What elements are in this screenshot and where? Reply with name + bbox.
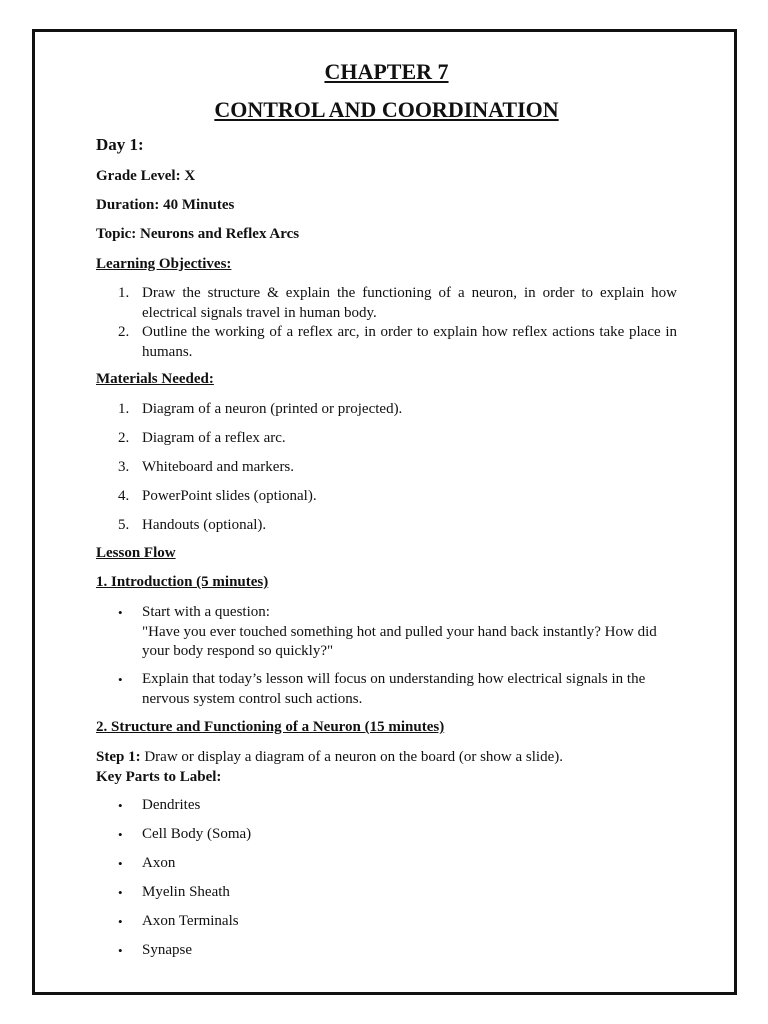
grade-label: Grade Level: xyxy=(96,168,181,184)
key-part-text: Myelin Sheath xyxy=(142,884,230,900)
material-text: Diagram of a neuron (printed or projected). xyxy=(142,401,403,417)
bullet-icon: • xyxy=(118,943,123,958)
bullet-icon: • xyxy=(118,798,123,813)
topic xyxy=(96,226,299,243)
page-border xyxy=(32,29,737,995)
lesson-flow-heading: Lesson Flow xyxy=(96,545,176,561)
material-number: 5. xyxy=(118,517,130,533)
intro-question-quote: "Have you ever touched something hot and pulled your hand back instantly? How did your body respond so quickly?" xyxy=(142,623,657,659)
objective-number: 2. xyxy=(118,324,130,340)
bullet-icon: • xyxy=(118,605,123,620)
duration xyxy=(96,197,234,214)
grade-value: X xyxy=(180,168,196,184)
material-number: 2. xyxy=(118,430,130,446)
topic-label: Topic: xyxy=(96,226,137,242)
step-label: Step 1: xyxy=(96,749,141,765)
key-part-text: Axon xyxy=(142,855,176,871)
material-text: Diagram of a reflex arc. xyxy=(142,430,286,446)
key-part-text: Axon Terminals xyxy=(142,913,239,929)
key-part-text: Synapse xyxy=(142,942,192,958)
learning-objectives-heading: Learning Objectives: xyxy=(96,256,232,272)
key-part-text: Dendrites xyxy=(142,797,201,813)
intro-text: Explain that today’s lesson will focus on understanding how electrical signals in the nervous system control such actions. xyxy=(142,671,646,707)
objective-number: 1. xyxy=(118,285,130,301)
material-text: Whiteboard and markers. xyxy=(142,459,295,475)
step-paragraph xyxy=(96,748,677,787)
material-text: PowerPoint slides (optional). xyxy=(142,488,317,504)
grade-level xyxy=(96,168,195,185)
key-part-text: Cell Body (Soma) xyxy=(142,826,252,842)
intro-text xyxy=(142,603,677,662)
objective-text: Outline the working of a reflex arc, in order to explain how reflex actions take place in humans. xyxy=(142,324,677,360)
material-text: Handouts (optional). xyxy=(142,517,267,533)
bullet-icon: • xyxy=(118,885,123,900)
duration-value: 40 Minutes xyxy=(159,197,235,213)
bullet-icon: • xyxy=(118,672,123,687)
intro-question-lead: Start with a question: xyxy=(142,604,270,620)
bullet-icon: • xyxy=(118,856,123,871)
key-parts-label: Key Parts to Label: xyxy=(96,768,222,785)
introduction-heading: 1. Introduction (5 minutes) xyxy=(96,574,269,590)
day-heading: Day 1: xyxy=(96,135,144,154)
step-text: Draw or display a diagram of a neuron on the board (or show a slide). xyxy=(140,749,563,765)
material-number: 3. xyxy=(118,459,130,475)
bullet-icon: • xyxy=(118,914,123,929)
chapter-title: CONTROL AND COORDINATION xyxy=(214,97,559,122)
duration-label: Duration: xyxy=(96,197,160,213)
chapter-number: CHAPTER 7 xyxy=(324,59,449,84)
neuron-section-heading: 2. Structure and Functioning of a Neuron (15 minutes) xyxy=(96,719,445,735)
material-number: 4. xyxy=(118,488,130,504)
materials-heading: Materials Needed: xyxy=(96,371,214,387)
topic-value: Neurons and Reflex Arcs xyxy=(136,226,300,242)
bullet-icon: • xyxy=(118,827,123,842)
objective-text: Draw the structure & explain the functioning of a neuron, in order to explain how electrical signals travel in human body. xyxy=(142,285,677,321)
material-number: 1. xyxy=(118,401,130,417)
